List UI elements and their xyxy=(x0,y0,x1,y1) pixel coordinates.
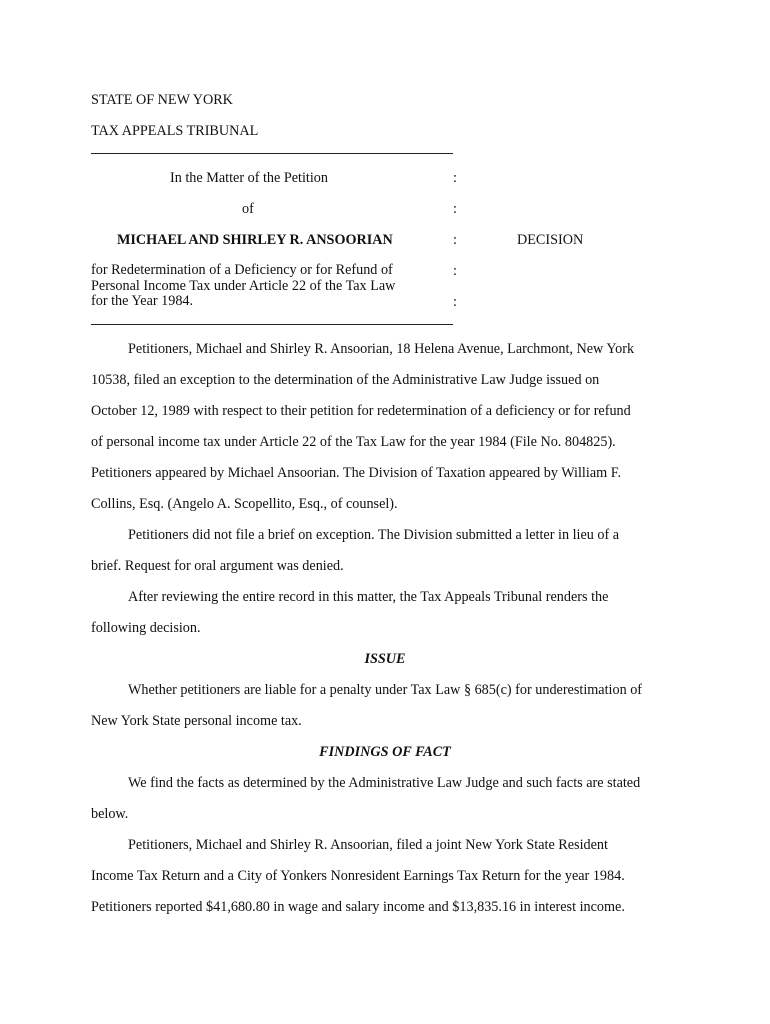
body-line: Petitioners reported $41,680.80 in wage and salary income and $13,835.16 in interest income. xyxy=(91,899,625,915)
caption-colon: : xyxy=(453,201,457,217)
body-line: Collins, Esq. (Angelo A. Scopellito, Esq., of counsel). xyxy=(91,496,398,512)
agency-tribunal: TAX APPEALS TRIBUNAL xyxy=(91,123,259,139)
issue-heading: ISSUE xyxy=(364,651,406,667)
agency-state: STATE OF NEW YORK xyxy=(91,92,233,108)
body-line: following decision. xyxy=(91,620,201,636)
caption-matter: In the Matter of the Petition xyxy=(170,170,328,186)
body-line: Petitioners, Michael and Shirley R. Ansoorian, 18 Helena Avenue, Larchmont, New York xyxy=(128,341,635,357)
body-line: We find the facts as determined by the Administrative Law Judge and such facts are stated xyxy=(128,775,641,791)
body-line: 10538, filed an exception to the determination of the Administrative Law Judge issued on xyxy=(91,372,600,388)
caption-top-rule xyxy=(91,153,453,154)
caption-of: of xyxy=(242,201,254,217)
caption-colon: : xyxy=(453,232,457,248)
caption-purpose-line: for Redetermination of a Deficiency or for Refund of xyxy=(91,262,393,278)
caption-colon: : xyxy=(453,170,457,186)
findings-heading: FINDINGS OF FACT xyxy=(319,744,451,760)
caption-colon: : xyxy=(453,263,457,279)
caption-purpose-line: Personal Income Tax under Article 22 of the Tax Law xyxy=(91,277,396,294)
caption-purpose-line: for the Year 1984. xyxy=(91,293,194,309)
body-line: New York State personal income tax. xyxy=(91,713,302,729)
body-line: Petitioners appeared by Michael Ansoorian. The Division of Taxation appeared by William F. xyxy=(91,465,621,481)
body-line: Income Tax Return and a City of Yonkers Nonresident Earnings Tax Return for the year 1984. xyxy=(91,868,625,884)
body-line: brief. Request for oral argument was denied. xyxy=(91,558,344,574)
caption-colon: : xyxy=(453,294,457,310)
decision-label: DECISION xyxy=(517,232,584,248)
caption-petitioners: MICHAEL AND SHIRLEY R. ANSOORIAN xyxy=(117,232,393,248)
body-line: below. xyxy=(91,806,129,822)
body-line: of personal income tax under Article 22 of the Tax Law for the year 1984 (File No. 804825). xyxy=(91,434,616,450)
body-line: Petitioners did not file a brief on exception. The Division submitted a letter in lieu of a xyxy=(128,527,620,543)
caption-bottom-rule xyxy=(91,324,453,325)
body-line: Whether petitioners are liable for a penalty under Tax Law § 685(c) for underestimation of xyxy=(128,682,643,698)
body-line: Petitioners, Michael and Shirley R. Ansoorian, filed a joint New York State Resident xyxy=(128,837,608,853)
body-line: October 12, 1989 with respect to their petition for redetermination of a deficiency or for refund xyxy=(91,403,631,419)
body-line: After reviewing the entire record in this matter, the Tax Appeals Tribunal renders the xyxy=(128,589,609,605)
